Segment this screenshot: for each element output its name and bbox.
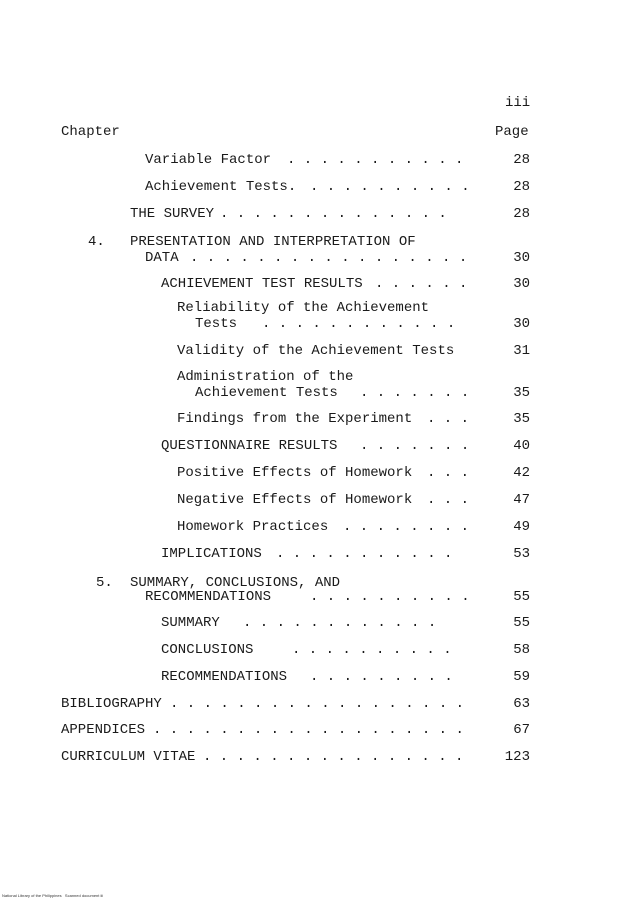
leader-dots: . . . . . . . . . . . . . . . . . .: [170, 696, 465, 712]
entry-title-continued: Achievement Tests: [195, 385, 338, 401]
entry-title-continued: DATA: [145, 250, 179, 266]
entry-title: Negative Effects of Homework: [177, 492, 413, 508]
entry-title: IMPLICATIONS: [161, 546, 262, 562]
leader-dots: . . . . . . . . . . . . . . . .: [203, 749, 464, 765]
entry-page: 31: [513, 343, 530, 359]
leader-dots: . . . . . . . . . .: [310, 589, 470, 605]
chapter-number: 4.: [88, 234, 105, 250]
entry-title: Variable Factor: [145, 152, 272, 168]
entry-page: 53: [513, 546, 530, 562]
entry-title: Achievement Tests.: [145, 179, 297, 195]
entry-title: PRESENTATION AND INTERPRETATION OF: [130, 234, 416, 250]
entry-page: 63: [513, 696, 530, 712]
entry-page: 40: [513, 438, 530, 454]
leader-dots: . . . . . . . . . .: [310, 179, 470, 195]
entry-page: 58: [513, 642, 530, 658]
entry-title: Validity of the Achievement Tests: [177, 343, 455, 359]
leader-dots: . . . . . . . . . . .: [287, 152, 464, 168]
scan-footer: National Library of the Philippines Scanned document iii: [2, 893, 104, 898]
entry-page: 49: [513, 519, 530, 535]
entry-page: 55: [513, 589, 530, 605]
page-number: iii: [505, 95, 531, 111]
leader-dots: . . . . . . . . . . . .: [243, 615, 437, 631]
entry-title: BIBLIOGRAPHY: [61, 696, 162, 712]
entry-title: THE SURVEY: [130, 206, 215, 222]
entry-title: Positive Effects of Homework: [177, 465, 413, 481]
chapter-number: 5.: [96, 575, 113, 591]
leader-dots: . . .: [427, 465, 470, 481]
leader-dots: . . .: [427, 411, 470, 427]
entry-title: Administration of the: [177, 369, 354, 385]
entry-page: 28: [513, 152, 530, 168]
entry-page: 35: [513, 385, 530, 401]
entry-title: Findings from the Experiment: [177, 411, 413, 427]
entry-page: 30: [513, 316, 530, 332]
leader-dots: . . . . . . . .: [343, 519, 470, 535]
leader-dots: . . . . . . . . . . .: [276, 546, 453, 562]
entry-title: ACHIEVEMENT TEST RESULTS: [161, 276, 363, 292]
entry-page: 30: [513, 250, 530, 266]
entry-page: 123: [504, 749, 530, 765]
entry-title: SUMMARY, CONCLUSIONS, AND: [130, 575, 341, 591]
entry-title: QUESTIONNAIRE RESULTS: [161, 438, 338, 454]
leader-dots: . . . . . .: [375, 276, 468, 292]
entry-page: 30: [513, 276, 530, 292]
entry-page: 47: [513, 492, 530, 508]
leader-dots: . . . . . . . . . . . . . .: [220, 206, 447, 222]
leader-dots: . . .: [427, 492, 470, 508]
entry-title-continued: RECOMMENDATIONS: [145, 589, 272, 605]
entry-title: Reliability of the Achievement: [177, 300, 430, 316]
entry-page: 67: [513, 722, 530, 738]
leader-dots: . . . . . . .: [360, 385, 470, 401]
entry-title: SUMMARY: [161, 615, 220, 631]
leader-dots: . . . . . . . . . . . . . . . . .: [190, 250, 468, 266]
entry-page: 35: [513, 411, 530, 427]
entry-page: 28: [513, 206, 530, 222]
entry-title: CONCLUSIONS: [161, 642, 254, 658]
entry-title: RECOMMENDATIONS: [161, 669, 288, 685]
entry-page: 42: [513, 465, 530, 481]
entry-title: CURRICULUM VITAE: [61, 749, 196, 765]
chapter-column-header: Chapter: [61, 124, 120, 140]
entry-page: 59: [513, 669, 530, 685]
entry-title: Homework Practices: [177, 519, 329, 535]
entry-page: 55: [513, 615, 530, 631]
leader-dots: . . . . . . . . . .: [292, 642, 452, 658]
leader-dots: . . . . . . . . . . . .: [262, 316, 456, 332]
leader-dots: . . . . . . .: [360, 438, 470, 454]
leader-dots: . . . . . . . . .: [310, 669, 453, 685]
entry-title: APPENDICES: [61, 722, 146, 738]
page-column-header: Page: [495, 124, 529, 140]
entry-title-continued: Tests: [195, 316, 238, 332]
leader-dots: . . . . . . . . . . . . . . . . . . .: [153, 722, 464, 738]
entry-page: 28: [513, 179, 530, 195]
